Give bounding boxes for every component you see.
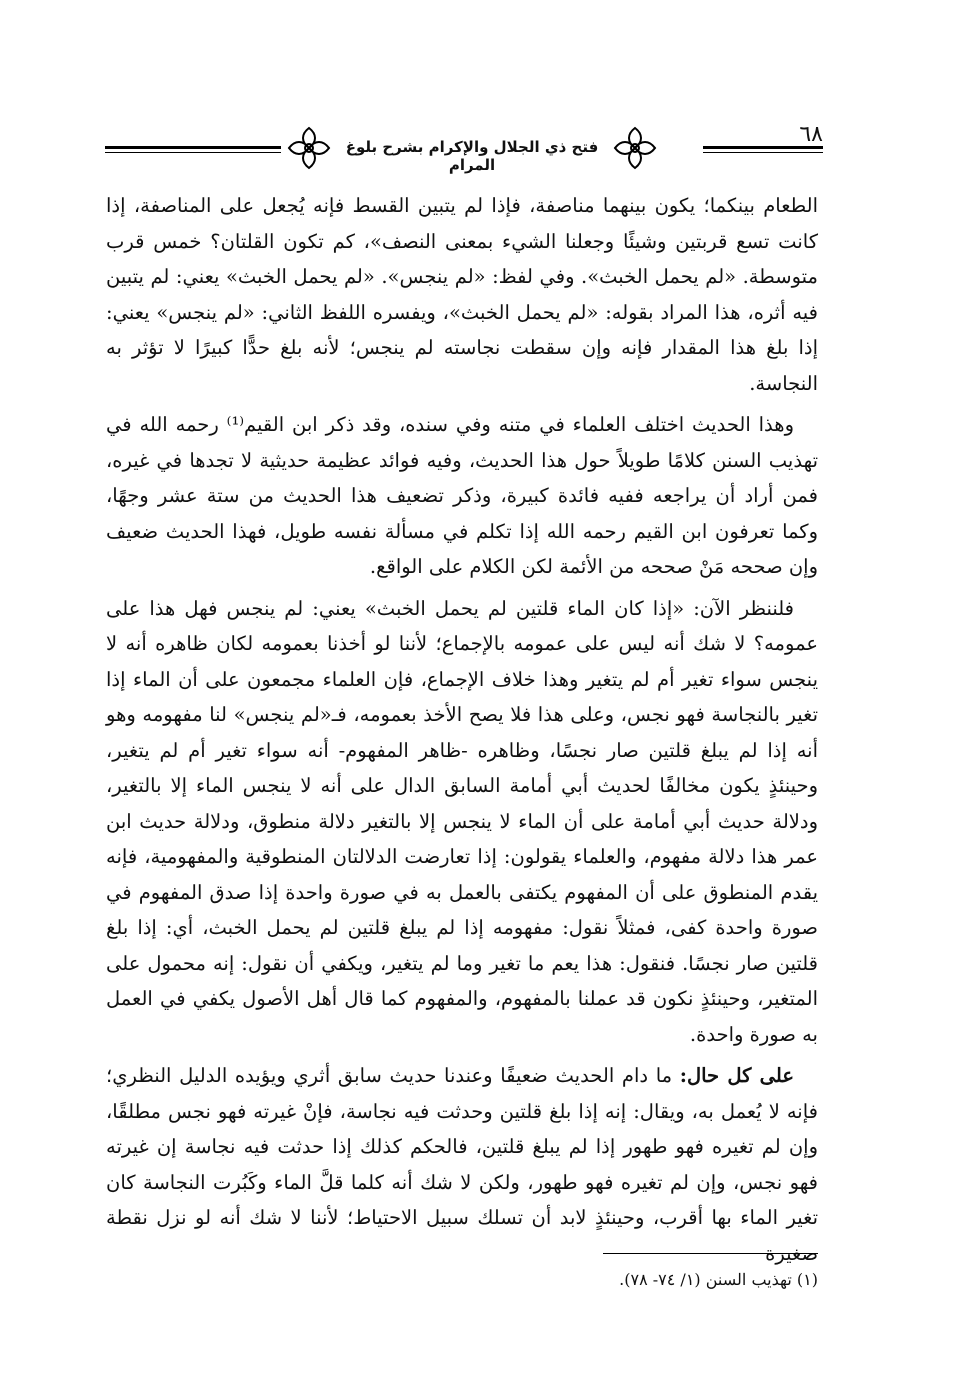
header-rule-left	[105, 146, 281, 153]
page-header	[105, 118, 823, 178]
body-text	[106, 188, 818, 1277]
paragraph-lead: على كل حال:	[679, 1064, 794, 1087]
paragraph-text: فلننظر الآن: «إذا كان الماء قلتين لم يحمل الخبث» يعني: لم ينجس فهل هذا على عمومه؟ لا شك أنه ليس على عمومه بالإجماع؛ لأننا لو أخذنا بعمومه لكان ظاهره أنه لا ينجس سواء تغير أم لم يتغير وهذا خلاف الإجماع، فإن العلماء مجمعون على أن الماء إذا تغير بالنجاسة فهو نجس، وعلى هذا فلا يصح الأخذ بعمومه، فـ«لم ينجس» لنا مفهومه وهو أنه إذا لم يبلغ قلتين صار نجسًا، وظاهره -ظاهر المفهوم- أنه سواء تغير أم لم يتغير، وحينئذٍ يكون مخالفًا لحديث أبي أمامة السابق الدال على أنه لا ينجس الماء إلا بالتغير، ودلالة حديث أبي أمامة على أن الماء لا ينجس إلا بالتغير دلالة منطوق، ودلالة حديث ابن عمر هذا دلالة مفهوم، والعلماء يقولون: إذا تعارضت الدلالتان المنطوقية والمفهومية، فإنه يقدم المنطوق على أن المفهوم يكتفى بالعمل به في صورة واحدة إذا صدق المفهوم في صورة واحدة كفى، فمثلاً نقول: مفهومه إذا لم يبلغ قلتين لم يحمل الخبث، أي: إذا بلغ قلتين صار نجسًا. فنقول: هذا يعم ما تغير وما لم يتغير، ويكفي أن نقول: إنه محمول على المتغير، وحينئذٍ نكون قد عملنا بالمفهوم، والمفهوم كما قال أهل الأصول يكفي في العمل به صورة واحدة.	[106, 596, 818, 1046]
paragraph	[106, 407, 818, 585]
paragraph-text: وهذا الحديث اختلف العلماء في متنه وفي سنده، وقد ذكر ابن القيم⁽¹⁾ رحمه الله في تهذيب السنن كلامًا طويلاً حول هذا الحديث، وفيه فوائد عظيمة حديثية لا تجدها في غيره، فمن أراد أن يراجعه ففيه فائدة كبيرة، وذكر تضعيف هذا الحديث من ستة عشر وجهًا، وكما تعرفون ابن القيم رحمه الله إذا تكلم في مسألة نفسه طويل، فهذا الحديث ضعيف وإن صححه مَنْ صححه من الأئمة لكن الكلام على الواقع.	[106, 413, 818, 578]
paragraph	[106, 591, 818, 1053]
footnote-divider	[603, 1253, 818, 1254]
ornament-icon	[285, 124, 333, 172]
paragraph-text: ما دام الحديث ضعيفًا وعندنا حديث سابق أثري ويؤيده الدليل النظري؛ فإنه لا يُعمل به، ويقال: إنه إذا بلغ قلتين وحدثت فيه نجاسة، فإنْ غيرته فهو نجس مطلقًا، وإن لم تغيره فهو طهور إذا لم يبلغ قلتين، فالحكم كذلك إذا حدثت فيه نجاسة إن غيرته فهو نجس، وإن لم تغيره فهو طهور، ولكن لا شك أنه كلما قلَّ الماء وكَبُرت النجاسة كان تغير الماء بها أقرب، وحينئذٍ لابد أن تسلك سبيل الاحتياط؛ لأننا لا شك أنه لو نزل نقطة صغيرة	[106, 1064, 818, 1265]
ornament-icon	[611, 124, 659, 172]
paragraph	[106, 188, 818, 401]
paragraph-text: الطعام بينكما؛ يكون بينهما مناصفة، فإذا لم يتبين القسط فإنه يُجعل على المناصفة، إذا كانت تسع قربتين وشيئًا وجعلنا الشيء بمعنى النصف»، كم تكون القلتان؟ خمس قرب متوسطة. «لم يحمل الخبث». وفي لفظ: «لم ينجس». «لم يحمل الخبث» يعني: لم يتبين فيه أثره، هذا المراد بقوله: «لم يحمل الخبث»، ويفسره اللفظ الثاني: «لم ينجس» يعني: إذا بلغ هذا المقدار فإنه وإن سقطت نجاسته لم ينجس؛ لأنه بلغ حدًّا كبيرًا لا تؤثر به النجاسة.	[106, 194, 818, 395]
footnote: (١) تهذيب السنن (١/ ٧٤- ٧٨).	[619, 1270, 818, 1289]
book-title: فتح ذي الجلال والإكرام بشرح بلوغ المرام	[345, 138, 599, 174]
header-rule-right	[703, 146, 823, 153]
page-number: ٦٨	[799, 122, 823, 147]
paragraph	[106, 1058, 818, 1271]
